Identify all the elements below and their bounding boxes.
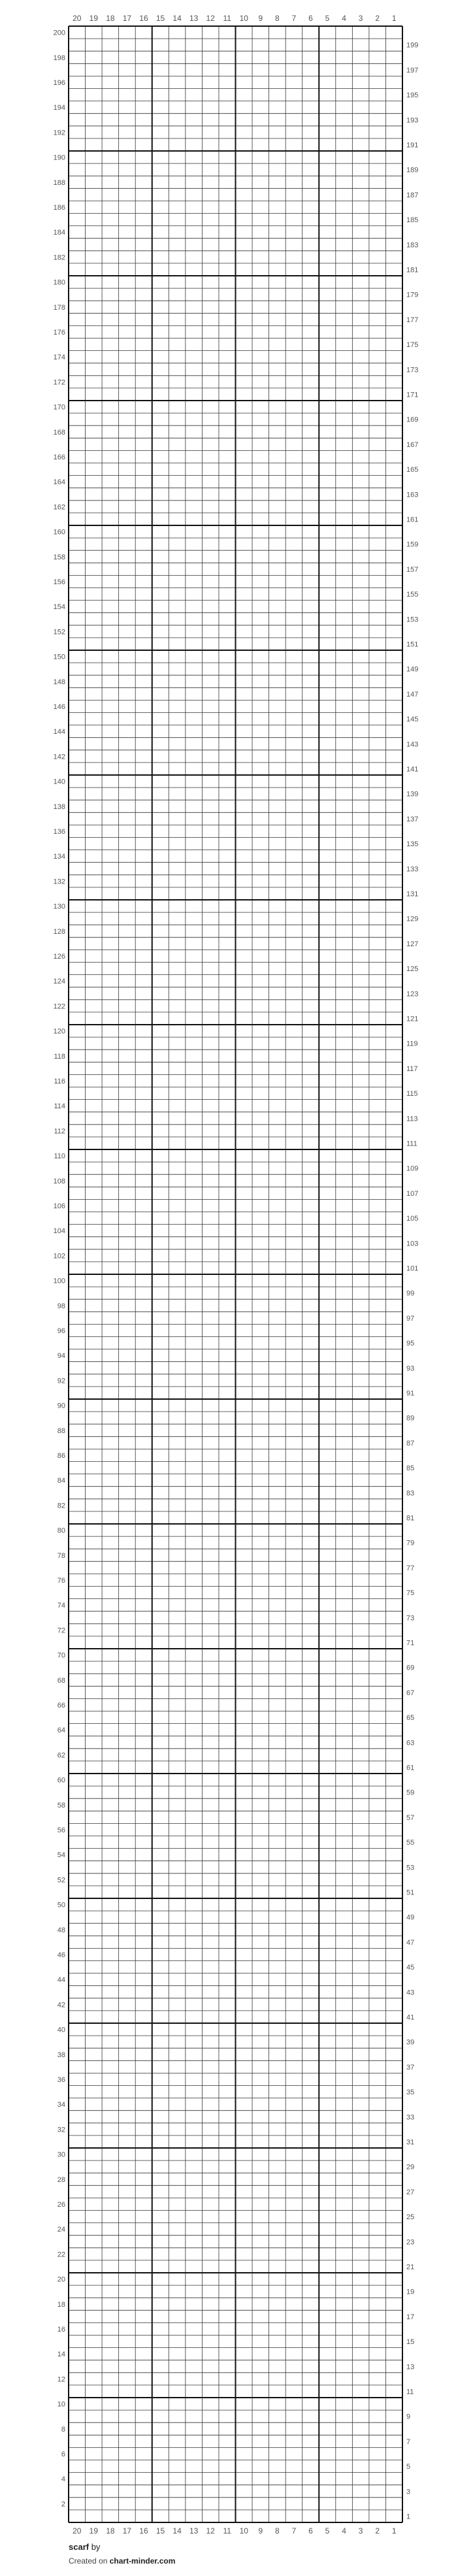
row-label-right: 53 xyxy=(406,1864,415,1872)
row-label-left: 46 xyxy=(57,1951,65,1959)
row-label-left: 58 xyxy=(57,1801,65,1809)
row-label-left: 82 xyxy=(57,1502,65,1510)
row-label-right: 113 xyxy=(406,1115,418,1123)
row-label-left: 150 xyxy=(53,653,65,661)
row-label-right: 99 xyxy=(406,1289,415,1298)
row-label-right: 11 xyxy=(406,2388,414,2396)
row-label-right: 77 xyxy=(406,1564,415,1572)
row-label-right: 131 xyxy=(406,890,419,899)
row-label-left: 76 xyxy=(57,1576,65,1585)
row-label-left: 80 xyxy=(57,1527,65,1535)
row-label-left: 42 xyxy=(57,2001,65,2009)
row-label-left: 14 xyxy=(57,2351,65,2359)
row-label-left: 128 xyxy=(53,927,65,936)
row-label-right: 191 xyxy=(406,141,419,150)
row-label-left: 142 xyxy=(53,753,65,761)
row-label-right: 7 xyxy=(406,2437,411,2446)
column-label-bottom: 2 xyxy=(375,2526,380,2535)
row-label-left: 4 xyxy=(61,2475,65,2484)
row-label-right: 49 xyxy=(406,1913,415,1922)
footer-credit xyxy=(69,2556,175,2566)
row-label-left: 154 xyxy=(53,603,65,612)
row-label-right: 187 xyxy=(406,191,419,199)
row-label-right: 91 xyxy=(406,1389,415,1398)
row-label-right: 143 xyxy=(406,740,419,749)
row-label-left: 6 xyxy=(61,2450,65,2458)
row-label-left: 2 xyxy=(61,2500,65,2509)
row-label-right: 189 xyxy=(406,166,419,174)
row-label-right: 145 xyxy=(406,716,419,724)
row-label-left: 22 xyxy=(57,2251,65,2259)
column-label-bottom: 8 xyxy=(275,2526,280,2535)
row-label-left: 38 xyxy=(57,2051,65,2059)
row-label-left: 134 xyxy=(53,853,65,861)
column-label-bottom: 19 xyxy=(89,2526,99,2535)
row-label-right: 95 xyxy=(406,1340,415,1348)
row-label-left: 194 xyxy=(53,104,65,112)
row-label-right: 169 xyxy=(406,416,419,424)
row-label-right: 45 xyxy=(406,1964,415,1972)
row-label-left: 56 xyxy=(57,1826,65,1834)
row-label-right: 79 xyxy=(406,1539,415,1547)
row-label-right: 25 xyxy=(406,2213,415,2222)
row-label-left: 18 xyxy=(57,2300,65,2309)
row-label-right: 149 xyxy=(406,665,419,674)
row-label-left: 170 xyxy=(53,403,65,412)
row-label-right: 197 xyxy=(406,66,419,74)
row-label-left: 50 xyxy=(57,1901,65,1909)
created-on-text: Created on xyxy=(69,2556,108,2566)
row-label-right: 31 xyxy=(406,2138,415,2147)
row-label-right: 63 xyxy=(406,1739,415,1747)
row-label-left: 118 xyxy=(54,1052,65,1061)
row-label-right: 13 xyxy=(406,2363,415,2371)
row-label-right: 163 xyxy=(406,491,419,499)
row-label-right: 93 xyxy=(406,1364,415,1373)
row-label-left: 172 xyxy=(53,378,65,387)
row-label-right: 55 xyxy=(406,1839,415,1847)
row-label-left: 136 xyxy=(53,827,65,836)
row-label-left: 30 xyxy=(57,2151,65,2159)
column-label-top: 10 xyxy=(239,14,248,23)
column-label-top: 6 xyxy=(308,14,313,23)
row-label-left: 78 xyxy=(57,1551,65,1560)
row-label-right: 137 xyxy=(406,815,419,823)
column-label-top: 8 xyxy=(275,14,280,23)
row-label-left: 152 xyxy=(53,628,65,636)
row-label-right: 21 xyxy=(406,2263,415,2271)
row-label-left: 8 xyxy=(61,2425,65,2434)
row-label-left: 190 xyxy=(53,154,65,162)
major-grid xyxy=(69,26,402,2522)
column-label-top: 4 xyxy=(342,14,346,23)
row-label-left: 62 xyxy=(57,1751,65,1760)
row-label-left: 198 xyxy=(53,54,65,62)
row-label-left: 40 xyxy=(57,2026,65,2034)
chart-author-by: by xyxy=(91,2542,101,2552)
column-label-top: 1 xyxy=(391,14,397,23)
row-label-right: 133 xyxy=(406,865,419,874)
row-label-right: 67 xyxy=(406,1689,415,1697)
row-label-left: 156 xyxy=(53,578,65,586)
row-label-left: 164 xyxy=(53,478,65,487)
column-label-bottom: 6 xyxy=(308,2526,313,2535)
row-label-right: 83 xyxy=(406,1489,415,1498)
row-labels-right xyxy=(406,42,418,2521)
row-label-left: 88 xyxy=(57,1427,65,1435)
row-label-right: 15 xyxy=(406,2338,415,2347)
row-label-right: 129 xyxy=(406,915,419,923)
row-label-right: 27 xyxy=(406,2188,415,2196)
row-label-left: 186 xyxy=(53,203,65,212)
row-label-left: 104 xyxy=(53,1227,65,1236)
chart-title: scarf xyxy=(69,2542,90,2552)
row-label-left: 20 xyxy=(57,2275,65,2284)
row-label-right: 1 xyxy=(406,2513,411,2521)
row-label-left: 44 xyxy=(57,1976,65,1985)
row-label-right: 51 xyxy=(406,1889,415,1897)
row-label-left: 98 xyxy=(57,1302,65,1310)
row-label-right: 119 xyxy=(406,1040,418,1048)
column-label-top: 12 xyxy=(206,14,215,23)
column-label-top: 15 xyxy=(155,14,165,23)
row-label-right: 147 xyxy=(406,690,419,699)
row-label-left: 192 xyxy=(53,129,65,137)
row-label-right: 61 xyxy=(406,1764,415,1772)
row-label-right: 195 xyxy=(406,91,419,100)
column-label-bottom: 10 xyxy=(239,2526,248,2535)
column-label-bottom: 17 xyxy=(122,2526,132,2535)
row-label-right: 173 xyxy=(406,366,419,374)
row-label-right: 65 xyxy=(406,1714,415,1723)
row-label-right: 85 xyxy=(406,1464,415,1473)
row-label-right: 151 xyxy=(406,640,419,649)
row-label-left: 110 xyxy=(54,1152,65,1161)
row-label-right: 81 xyxy=(406,1514,415,1523)
column-label-top: 14 xyxy=(172,14,182,23)
column-label-bottom: 4 xyxy=(342,2526,346,2535)
row-label-right: 57 xyxy=(406,1813,415,1822)
row-label-left: 126 xyxy=(53,952,65,961)
column-label-bottom: 7 xyxy=(291,2526,297,2535)
row-label-left: 132 xyxy=(53,878,65,886)
row-label-left: 100 xyxy=(53,1277,65,1285)
column-label-top: 13 xyxy=(189,14,199,23)
row-label-right: 157 xyxy=(406,565,419,574)
row-label-right: 69 xyxy=(406,1664,415,1672)
row-label-right: 5 xyxy=(406,2463,411,2471)
row-label-left: 72 xyxy=(57,1627,65,1635)
row-label-right: 29 xyxy=(406,2163,415,2171)
row-label-left: 32 xyxy=(57,2126,65,2134)
row-label-right: 181 xyxy=(406,266,419,274)
row-label-left: 16 xyxy=(57,2325,65,2334)
row-label-left: 174 xyxy=(53,354,65,362)
column-label-bottom: 20 xyxy=(73,2526,82,2535)
row-label-right: 177 xyxy=(406,316,419,324)
column-label-top: 9 xyxy=(258,14,263,23)
row-label-left: 158 xyxy=(53,553,65,561)
site-link[interactable]: chart-minder.com xyxy=(109,2556,176,2566)
row-label-left: 138 xyxy=(53,802,65,811)
row-label-left: 140 xyxy=(53,778,65,786)
row-label-left: 146 xyxy=(53,702,65,711)
row-label-right: 179 xyxy=(406,291,419,299)
row-label-right: 141 xyxy=(406,765,419,774)
column-label-bottom: 11 xyxy=(223,2526,231,2535)
row-label-left: 160 xyxy=(53,528,65,537)
row-label-right: 165 xyxy=(406,466,419,474)
column-label-bottom: 3 xyxy=(358,2526,363,2535)
row-label-left: 116 xyxy=(54,1077,65,1085)
row-label-right: 127 xyxy=(406,940,419,948)
row-label-right: 117 xyxy=(406,1065,418,1073)
row-label-left: 168 xyxy=(53,428,65,437)
row-label-right: 43 xyxy=(406,1989,415,1997)
row-label-left: 94 xyxy=(57,1352,65,1361)
row-label-left: 96 xyxy=(57,1327,65,1335)
column-label-bottom: 9 xyxy=(258,2526,263,2535)
row-label-left: 74 xyxy=(57,1602,65,1610)
footer-title-line xyxy=(69,2542,175,2552)
row-label-left: 166 xyxy=(53,453,65,461)
column-label-bottom: 12 xyxy=(206,2526,215,2535)
column-label-bottom: 18 xyxy=(106,2526,115,2535)
column-label-bottom: 16 xyxy=(139,2526,148,2535)
column-label-top: 11 xyxy=(223,14,231,23)
row-label-left: 144 xyxy=(53,728,65,736)
column-label-bottom: 5 xyxy=(325,2526,330,2535)
row-label-right: 35 xyxy=(406,2089,415,2097)
row-label-left: 10 xyxy=(57,2400,65,2409)
column-label-top: 5 xyxy=(325,14,330,23)
row-label-left: 12 xyxy=(57,2375,65,2384)
row-label-right: 103 xyxy=(406,1240,419,1248)
row-label-right: 155 xyxy=(406,591,419,599)
row-label-right: 87 xyxy=(406,1439,415,1447)
row-label-left: 24 xyxy=(57,2226,65,2234)
row-label-left: 148 xyxy=(53,678,65,686)
column-label-top: 20 xyxy=(73,14,82,23)
column-label-top: 19 xyxy=(89,14,99,23)
row-label-right: 199 xyxy=(406,41,419,50)
row-label-left: 176 xyxy=(53,328,65,337)
row-label-left: 114 xyxy=(54,1102,65,1111)
row-label-right: 123 xyxy=(406,990,419,999)
row-label-right: 47 xyxy=(406,1938,415,1947)
row-label-left: 92 xyxy=(57,1377,65,1385)
row-labels-left xyxy=(54,29,65,2509)
row-label-right: 139 xyxy=(406,790,419,799)
row-label-right: 3 xyxy=(406,2488,411,2496)
row-label-left: 48 xyxy=(57,1926,65,1934)
column-labels-bottom xyxy=(73,2526,397,2535)
row-label-left: 178 xyxy=(53,303,65,312)
column-label-top: 7 xyxy=(291,14,297,23)
column-label-top: 3 xyxy=(358,14,363,23)
column-labels-top xyxy=(73,14,397,23)
row-label-right: 19 xyxy=(406,2288,415,2296)
row-label-right: 33 xyxy=(406,2113,415,2122)
row-label-right: 37 xyxy=(406,2063,415,2072)
row-label-right: 153 xyxy=(406,616,419,624)
row-label-right: 185 xyxy=(406,216,419,225)
row-label-right: 159 xyxy=(406,540,419,549)
row-label-left: 86 xyxy=(57,1451,65,1460)
row-label-left: 84 xyxy=(57,1477,65,1485)
row-label-left: 184 xyxy=(53,229,65,237)
row-label-left: 34 xyxy=(57,2101,65,2109)
row-label-right: 193 xyxy=(406,116,419,125)
row-label-right: 105 xyxy=(406,1215,419,1223)
row-label-left: 28 xyxy=(57,2175,65,2184)
row-label-left: 162 xyxy=(53,503,65,512)
row-label-left: 182 xyxy=(53,254,65,262)
row-label-left: 26 xyxy=(57,2200,65,2209)
row-label-right: 23 xyxy=(406,2238,415,2247)
row-label-right: 17 xyxy=(406,2313,415,2321)
row-label-left: 102 xyxy=(53,1252,65,1261)
row-label-left: 180 xyxy=(53,278,65,287)
row-label-left: 36 xyxy=(57,2075,65,2084)
row-label-right: 71 xyxy=(406,1639,415,1647)
row-label-left: 200 xyxy=(53,29,65,37)
row-label-right: 161 xyxy=(406,516,419,524)
column-label-bottom: 15 xyxy=(155,2526,165,2535)
row-label-right: 39 xyxy=(406,2038,415,2047)
row-label-right: 167 xyxy=(406,440,419,449)
row-label-right: 115 xyxy=(406,1090,418,1098)
row-label-right: 121 xyxy=(406,1015,419,1023)
row-label-right: 89 xyxy=(406,1414,415,1423)
row-label-left: 130 xyxy=(53,902,65,911)
row-label-left: 54 xyxy=(57,1851,65,1860)
row-label-right: 9 xyxy=(406,2413,411,2421)
row-label-left: 112 xyxy=(54,1127,65,1136)
row-label-right: 107 xyxy=(406,1189,419,1198)
row-label-left: 68 xyxy=(57,1676,65,1685)
column-label-bottom: 1 xyxy=(391,2526,397,2535)
row-label-left: 108 xyxy=(53,1177,65,1185)
row-label-left: 120 xyxy=(53,1027,65,1036)
row-label-left: 70 xyxy=(57,1651,65,1660)
row-label-right: 175 xyxy=(406,341,419,350)
row-label-left: 90 xyxy=(57,1402,65,1410)
chart-footer xyxy=(69,2542,175,2566)
row-label-right: 171 xyxy=(406,391,419,399)
column-label-top: 17 xyxy=(122,14,132,23)
row-label-left: 60 xyxy=(57,1776,65,1785)
row-label-left: 122 xyxy=(53,1002,65,1011)
column-label-top: 16 xyxy=(139,14,148,23)
row-label-left: 106 xyxy=(53,1202,65,1210)
row-label-right: 135 xyxy=(406,840,419,849)
column-label-top: 18 xyxy=(106,14,115,23)
row-label-right: 73 xyxy=(406,1614,415,1623)
row-label-left: 124 xyxy=(53,978,65,986)
row-label-right: 59 xyxy=(406,1789,415,1797)
column-label-top: 2 xyxy=(375,14,380,23)
row-label-right: 183 xyxy=(406,241,419,250)
row-label-left: 52 xyxy=(57,1876,65,1885)
row-label-right: 75 xyxy=(406,1589,415,1598)
row-label-right: 41 xyxy=(406,2013,415,2022)
row-label-left: 66 xyxy=(57,1701,65,1709)
column-label-bottom: 13 xyxy=(189,2526,199,2535)
row-label-right: 109 xyxy=(406,1164,419,1173)
row-label-right: 111 xyxy=(406,1140,417,1148)
row-label-right: 125 xyxy=(406,965,419,974)
row-label-left: 64 xyxy=(57,1726,65,1735)
column-label-bottom: 14 xyxy=(172,2526,182,2535)
row-label-right: 97 xyxy=(406,1314,415,1323)
row-label-left: 196 xyxy=(53,78,65,87)
row-label-right: 101 xyxy=(406,1264,419,1273)
row-label-left: 188 xyxy=(53,178,65,187)
